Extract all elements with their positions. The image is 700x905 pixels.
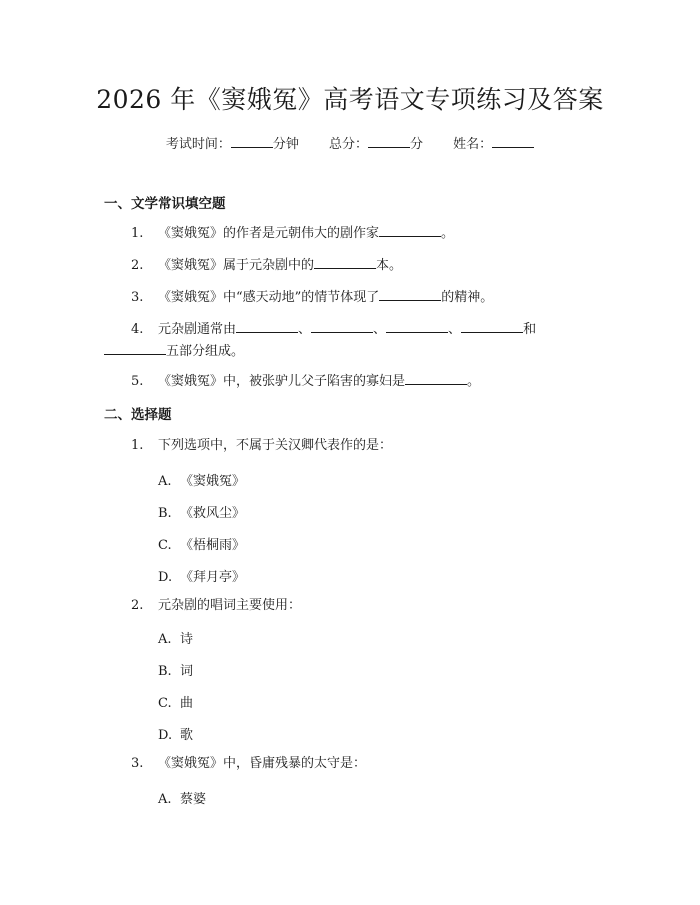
answer-blank — [311, 320, 373, 333]
total-score — [329, 137, 423, 152]
option-letter: B. — [158, 506, 172, 521]
exam-time-blank — [231, 135, 273, 148]
option-d — [158, 724, 193, 743]
question-number: 4. — [131, 322, 144, 337]
question-number: 3. — [131, 756, 144, 771]
answer-blank — [104, 342, 166, 355]
fill-question-1 — [131, 223, 454, 245]
exam-time-unit: 分钟 — [272, 137, 299, 152]
option-text: 《梧桐雨》 — [180, 538, 246, 553]
separator: 、 — [298, 322, 312, 337]
fill-question-5 — [131, 371, 480, 393]
total-score-unit: 分 — [410, 137, 424, 152]
question-text: 《窦娥冤》中，被张驴儿父子陷害的寡妇是 — [158, 374, 406, 389]
student-name — [453, 137, 534, 152]
answer-blank — [379, 288, 441, 301]
question-text: 下列选项中，不属于关汉卿代表作的是： — [158, 438, 393, 453]
option-text: 蔡婆 — [180, 792, 207, 807]
option-b — [158, 502, 245, 521]
separator: 、 — [448, 322, 462, 337]
answer-blank — [386, 320, 448, 333]
question-text: 《窦娥冤》的作者是元朝伟大的剧作家 — [158, 226, 380, 241]
question-number: 3. — [131, 290, 144, 305]
option-text: 词 — [180, 664, 194, 679]
option-text: 诗 — [180, 632, 194, 647]
question-text: 《窦娥冤》属于元杂剧中的 — [158, 258, 315, 273]
option-b — [158, 660, 193, 679]
option-text: 《救风尘》 — [180, 506, 246, 521]
option-c — [158, 534, 245, 553]
student-name-label: 姓名： — [453, 137, 493, 152]
question-number: 2. — [131, 258, 144, 273]
option-a — [158, 628, 193, 647]
answer-blank — [379, 224, 441, 237]
question-text-end: 五部分组成。 — [166, 344, 245, 359]
total-score-blank — [368, 135, 410, 148]
option-letter: C. — [158, 538, 172, 553]
option-text: 《窦娥冤》 — [180, 474, 246, 489]
student-name-blank — [492, 135, 534, 148]
option-letter: A. — [158, 474, 172, 489]
choice-question-2 — [131, 595, 301, 617]
question-text-end: 的精神。 — [441, 290, 494, 305]
section-heading-fill-in: 一、文学常识填空题 — [104, 196, 226, 212]
question-text-end: 。 — [441, 226, 455, 241]
option-letter: A. — [158, 792, 172, 807]
total-score-label: 总分： — [328, 137, 368, 152]
option-letter: D. — [158, 728, 173, 743]
option-letter: D. — [158, 570, 173, 585]
question-text: 《窦娥冤》中，昏庸残暴的太守是： — [158, 756, 367, 771]
fill-question-3 — [131, 287, 493, 309]
separator: 、 — [373, 322, 387, 337]
fill-question-4 — [104, 319, 554, 363]
option-d — [158, 566, 245, 585]
choice-question-3 — [131, 753, 366, 775]
option-a — [158, 470, 245, 489]
option-letter: C. — [158, 696, 172, 711]
question-text: 元杂剧通常由 — [158, 322, 237, 337]
question-number: 5. — [131, 374, 144, 389]
answer-blank — [314, 256, 376, 269]
answer-blank — [461, 320, 523, 333]
section-heading-choice: 二、选择题 — [104, 407, 172, 423]
option-letter: A. — [158, 632, 172, 647]
question-text: 元杂剧的唱词主要使用： — [158, 598, 302, 613]
question-text: 《窦娥冤》中“感天动地”的情节体现了 — [158, 290, 380, 305]
question-number: 2. — [131, 598, 144, 613]
fill-question-2 — [131, 255, 402, 277]
question-text-end: 本。 — [376, 258, 403, 273]
option-text: 歌 — [180, 728, 194, 743]
exam-time-label: 考试时间： — [165, 137, 231, 152]
option-text: 曲 — [180, 696, 194, 711]
answer-blank — [405, 372, 467, 385]
option-text: 《拜月亭》 — [180, 570, 246, 585]
exam-time — [166, 137, 299, 152]
option-c — [158, 692, 193, 711]
question-text-end: 。 — [467, 374, 481, 389]
option-letter: B. — [158, 664, 172, 679]
question-number: 1. — [131, 438, 144, 453]
conjunction: 和 — [523, 322, 537, 337]
exam-info — [0, 133, 700, 152]
option-a — [158, 788, 206, 807]
choice-question-1 — [131, 435, 392, 457]
question-number: 1. — [131, 226, 144, 241]
page-title: 2026 年《窦娥冤》高考语文专项练习及答案 — [96, 85, 604, 114]
answer-blank — [236, 320, 298, 333]
